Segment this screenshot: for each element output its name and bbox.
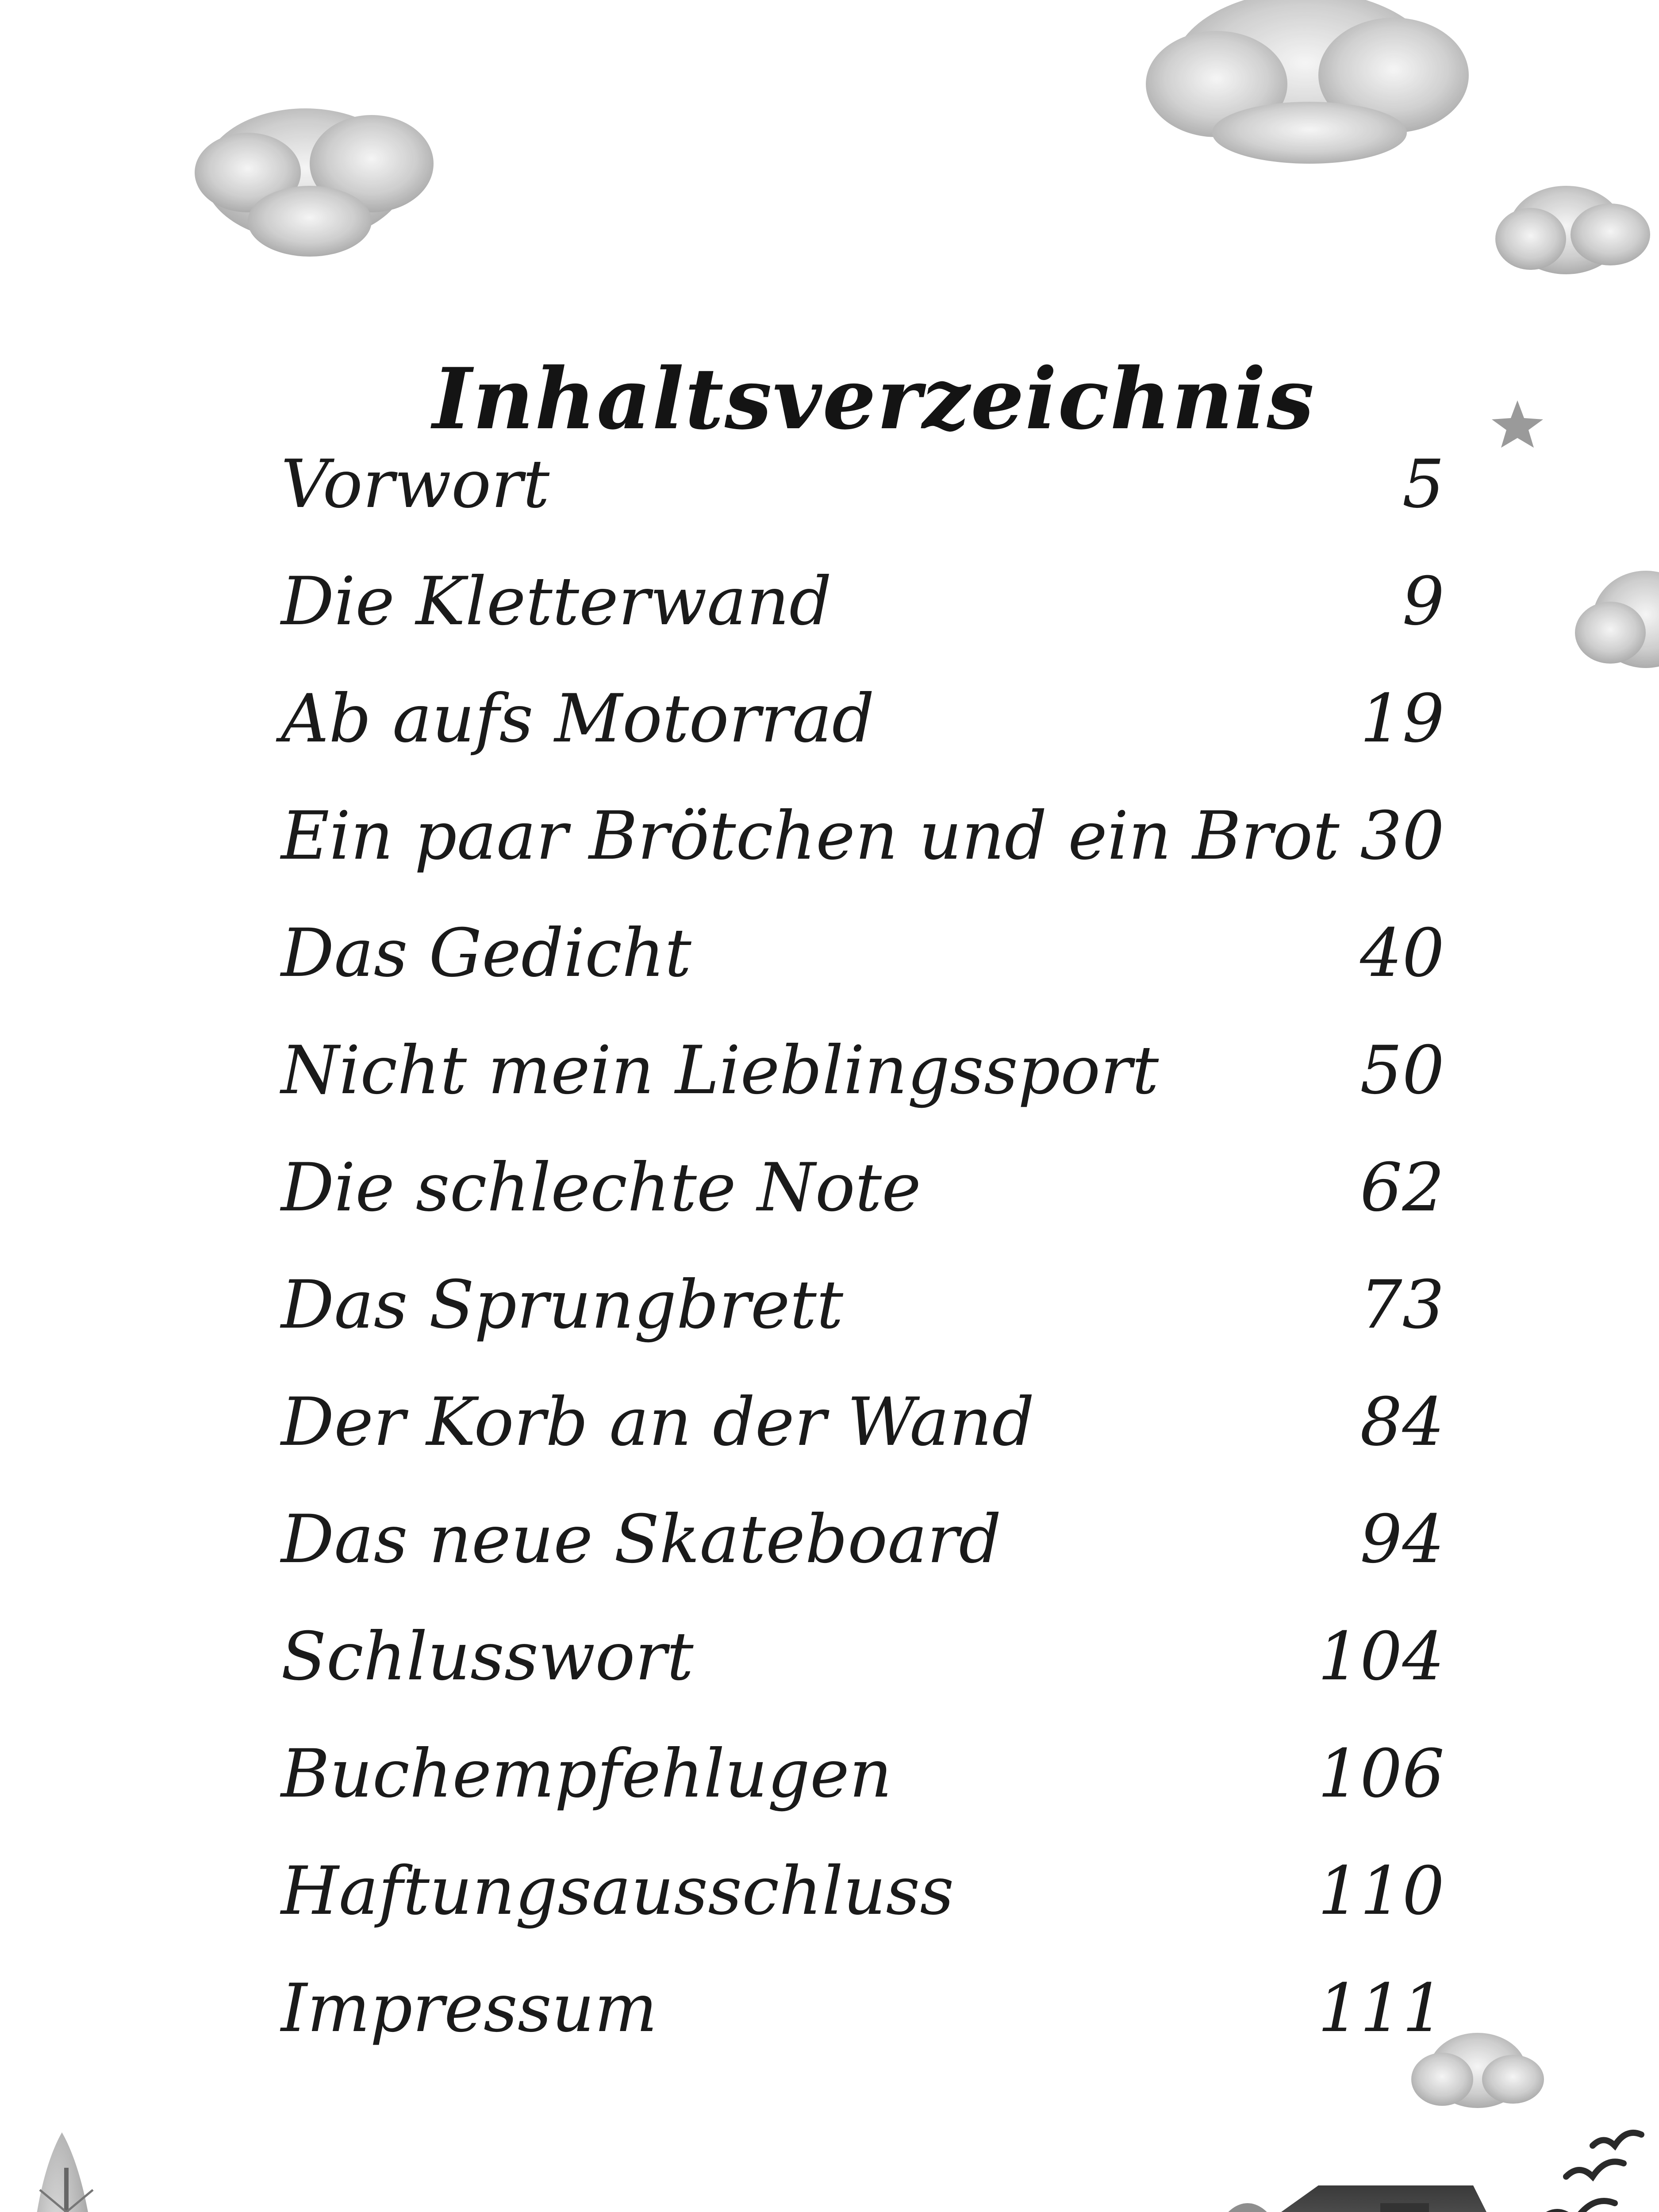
tree-icon	[1208, 2203, 1287, 2212]
toc-entry	[281, 1736, 1444, 1858]
toc-entry-page-number: 110	[1317, 1853, 1444, 1930]
toc-entry-page-number: 30	[1360, 798, 1444, 875]
toc-entry-page-number: 84	[1360, 1384, 1444, 1461]
toc-entry-page-number: 5	[1402, 446, 1444, 523]
toc-entry	[281, 1618, 1444, 1741]
toc-entry-title: Impressum	[281, 1970, 657, 2047]
toc-entry	[281, 798, 1444, 920]
cloud-icon	[1495, 186, 1650, 274]
tree-icon	[30, 2132, 100, 2212]
toc-entry	[281, 680, 1444, 803]
cloud-icon	[195, 108, 434, 257]
toc-entry-title: Das neue Skateboard	[281, 1501, 1002, 1578]
toc-entry-title: Der Korb an der Wand	[281, 1384, 1035, 1461]
toc-entry	[281, 1501, 1444, 1624]
cloud-icon	[1575, 571, 1659, 668]
toc-entry-title: Das Sprungbrett	[281, 1267, 844, 1344]
toc-entry-title: Das Gedicht	[281, 915, 691, 992]
toc-entry	[281, 446, 1444, 568]
toc-entry-page-number: 111	[1317, 1970, 1444, 2047]
toc-entry	[281, 1384, 1444, 1506]
cloud-icon	[1146, 0, 1469, 164]
toc-entry-title: Haftungsausschluss	[281, 1853, 954, 1930]
toc-entry-title: Schlusswort	[281, 1618, 694, 1695]
toc-entry	[281, 915, 1444, 1037]
toc-entry-page-number: 19	[1360, 680, 1444, 757]
toc-entry-title: Nicht mein Lieblingssport	[281, 1032, 1159, 1109]
toc-entry-page-number: 94	[1360, 1501, 1444, 1578]
toc-entry-page-number: 40	[1360, 915, 1444, 992]
toc-entry-title: Die Kletterwand	[281, 563, 832, 640]
toc-entry-title: Vorwort	[281, 446, 550, 523]
toc-entry	[281, 563, 1444, 686]
table-of-contents	[281, 446, 1444, 2093]
birds-icon	[1540, 2133, 1641, 2212]
toc-entry	[281, 1267, 1444, 1389]
toc-entry	[281, 1853, 1444, 1975]
page-title: Inhaltsverzeichnis	[432, 349, 1315, 449]
toc-entry-title: Die schlechte Note	[281, 1149, 921, 1226]
toc-entry-page-number: 73	[1360, 1267, 1444, 1344]
toc-entry-title: Ab aufs Motorrad	[281, 680, 875, 757]
toc-entry-page-number: 50	[1360, 1032, 1444, 1109]
toc-entry-title: Ein paar Brötchen und ein Brot	[281, 798, 1340, 875]
house-icon	[1256, 2185, 1495, 2212]
toc-entry	[281, 1032, 1444, 1155]
toc-entry	[281, 1970, 1444, 2093]
toc-entry	[281, 1149, 1444, 1272]
toc-entry-page-number: 104	[1317, 1618, 1444, 1695]
toc-entry-page-number: 9	[1402, 563, 1444, 640]
toc-entry-page-number: 106	[1317, 1736, 1444, 1813]
toc-entry-title: Buchempfehlugen	[281, 1736, 892, 1813]
toc-entry-page-number: 62	[1360, 1149, 1444, 1226]
